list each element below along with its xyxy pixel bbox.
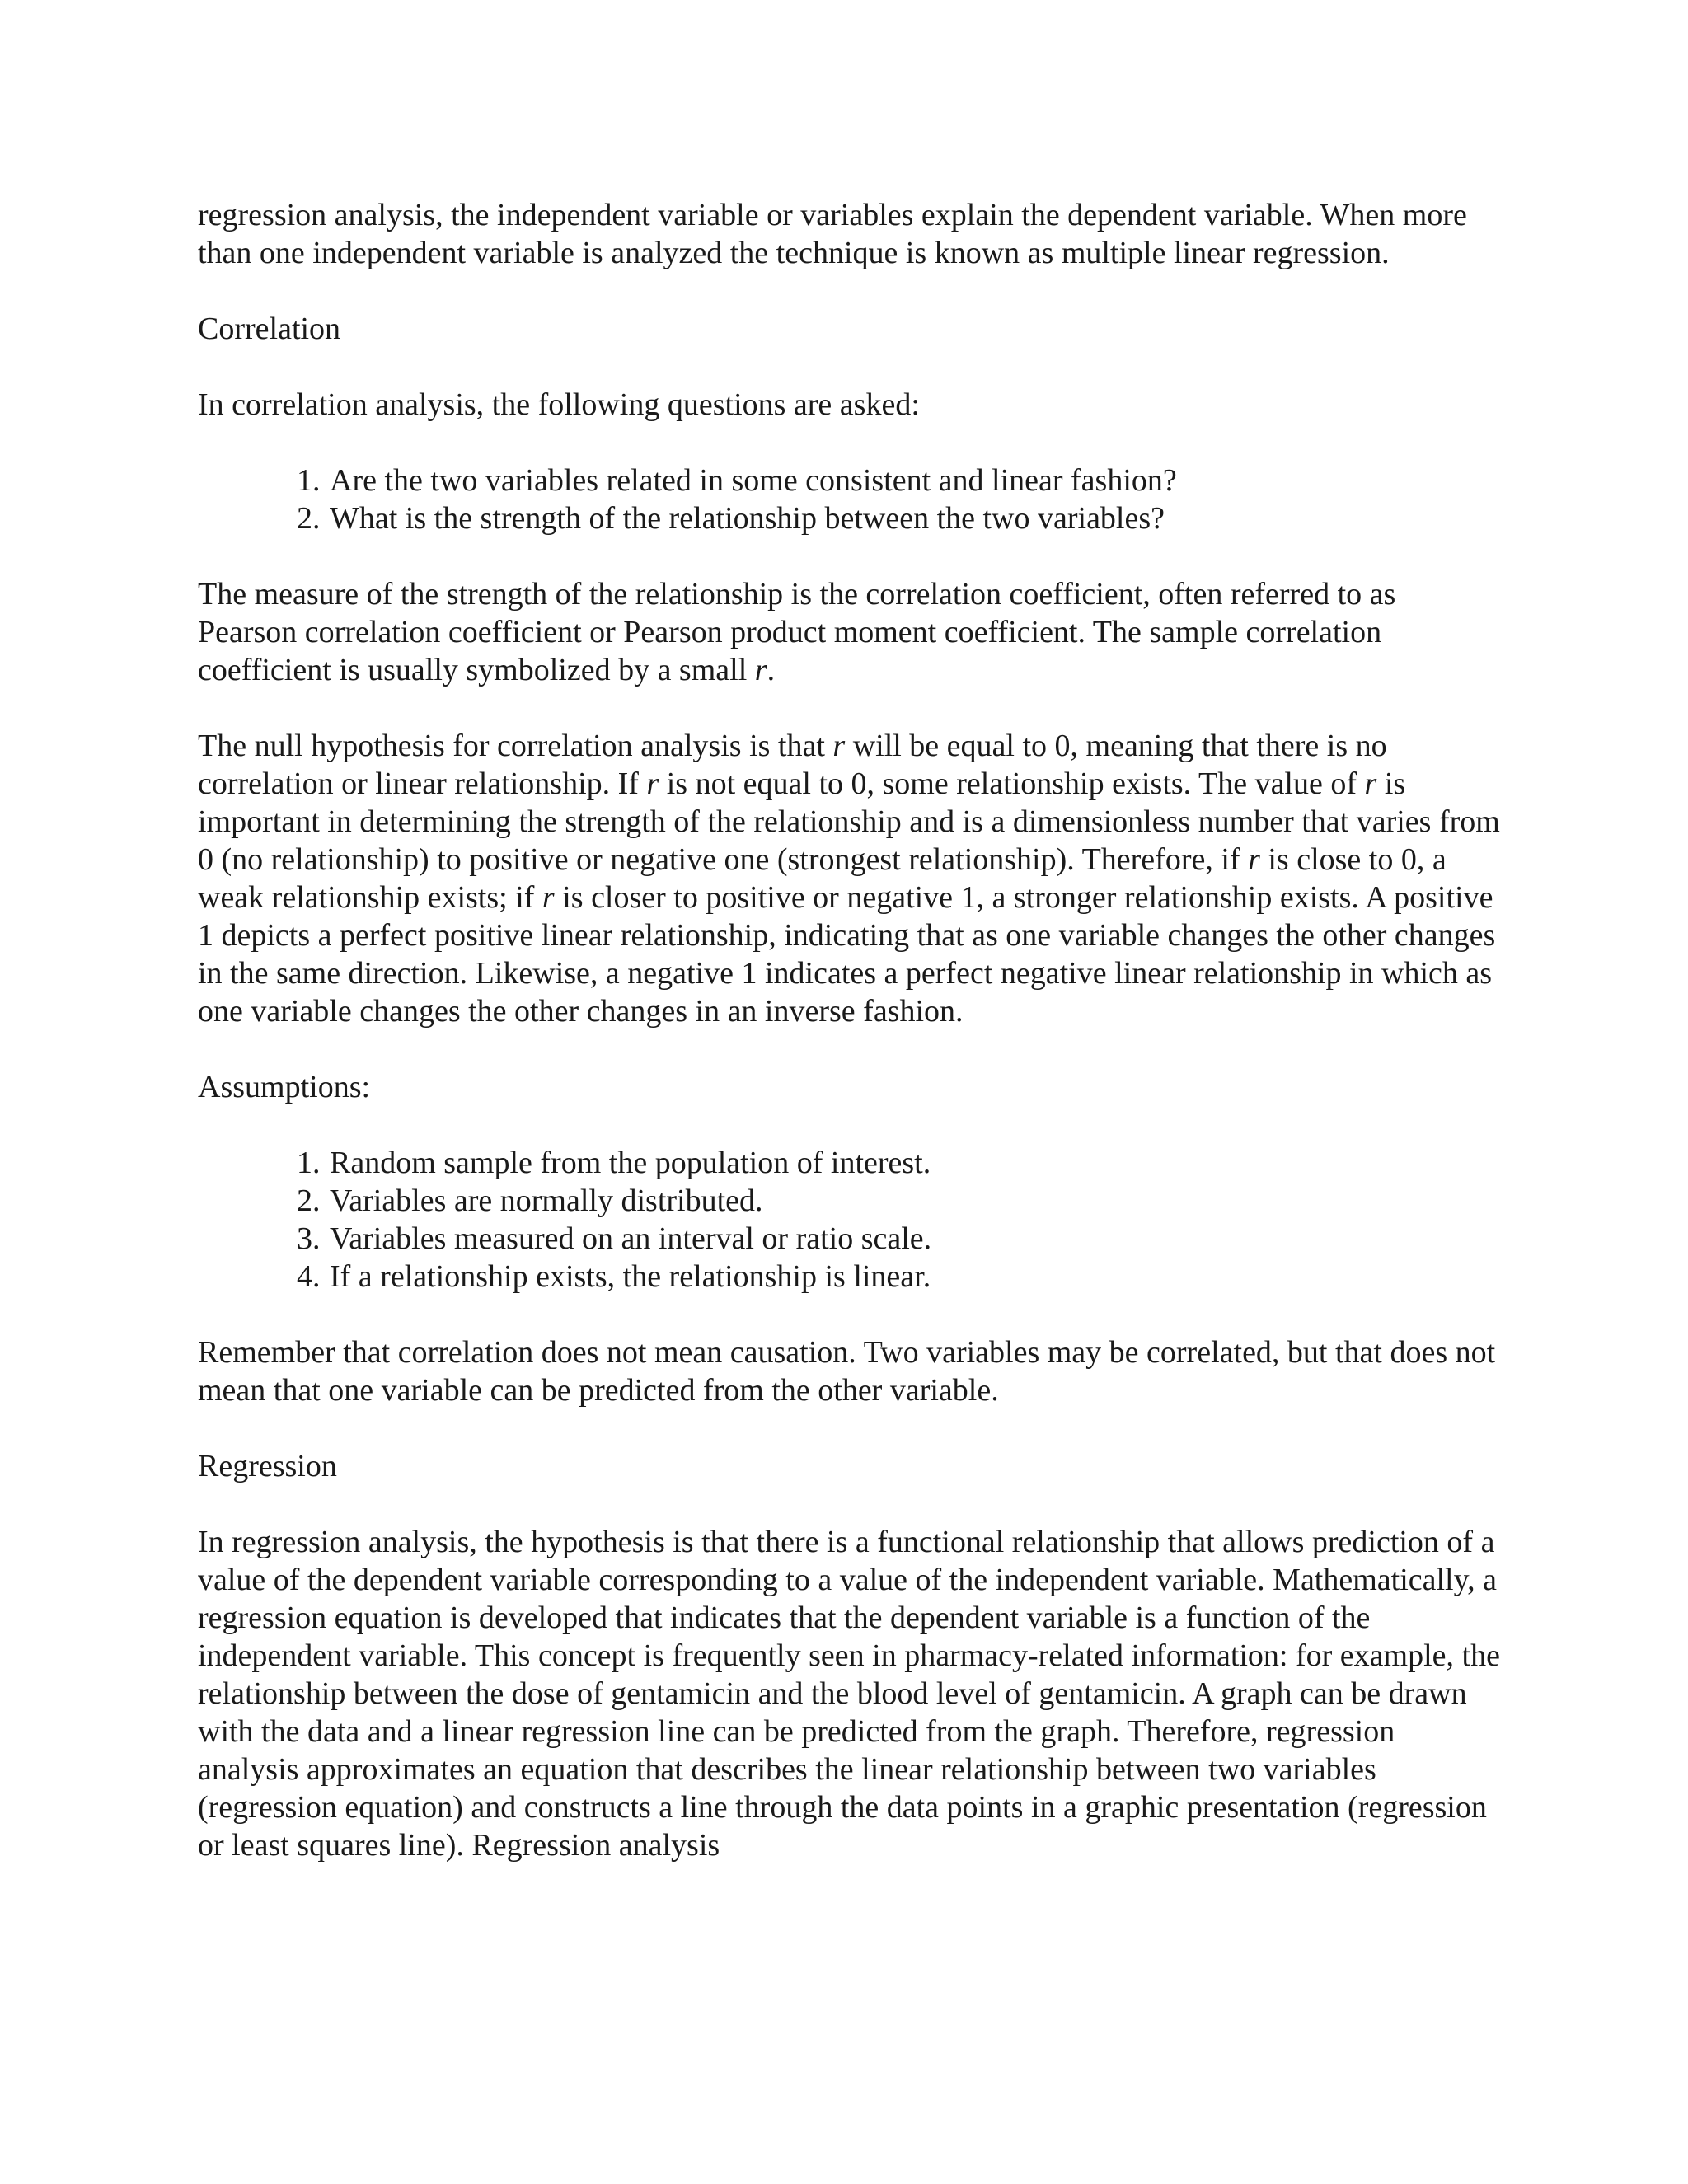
r-symbol: r: [542, 880, 555, 915]
list-text: Variables are normally distributed.: [330, 1183, 763, 1218]
null-hypothesis-paragraph: [198, 727, 1500, 1030]
heading-assumptions: Assumptions:: [198, 1070, 371, 1104]
list-text: Random sample from the population of interest.: [330, 1146, 931, 1180]
correlation-questions-list: [198, 462, 1500, 537]
null-text-a: The null hypothesis for correlation analysis is that: [198, 729, 833, 763]
r-symbol: r: [1364, 766, 1377, 801]
coefficient-end: .: [767, 653, 776, 687]
causation-paragraph: Remember that correlation does not mean causation. Two variables may be correlated, but that does not mean that one variable can be predicted from the other variable.: [198, 1335, 1496, 1408]
r-symbol: r: [1248, 842, 1260, 877]
list-number: 1.: [297, 463, 321, 498]
null-text-b: will be equal to 0, meaning that there is no correlation or linear relationship. If: [198, 729, 1387, 801]
assumptions-list: [198, 1144, 1500, 1296]
list-item: [297, 1220, 1500, 1258]
correlation-lead: In correlation analysis, the following questions are asked:: [198, 387, 920, 422]
coefficient-paragraph: [198, 575, 1500, 689]
null-text-c: is not equal to 0, some relationship exists. The value of: [659, 766, 1365, 801]
heading-correlation: Correlation: [198, 312, 341, 346]
list-number: 2.: [297, 501, 321, 536]
list-text: Variables measured on an interval or ratio scale.: [330, 1221, 932, 1256]
r-symbol: r: [832, 729, 846, 763]
r-symbol: r: [646, 766, 659, 801]
list-number: 2.: [297, 1183, 321, 1218]
list-number: 1.: [297, 1146, 321, 1180]
list-text: Are the two variables related in some consistent and linear fashion?: [330, 463, 1177, 498]
coefficient-text: The measure of the strength of the relationship is the correlation coefficient, often referred to as Pearson correlation coefficient or Pearson product moment coefficient. The sample correlation coefficient is usually symbolized by a small: [198, 577, 1396, 687]
null-text-e: is close to 0, a weak relationship exists; if: [198, 842, 1447, 915]
list-number: 4.: [297, 1259, 321, 1294]
null-text-d: is important in determining the strength of the relationship and is a dimensionless number that varies from 0 (no relationship) to positive or negative one (strongest relationship). Therefore, if: [198, 766, 1500, 877]
regression-paragraph: In regression analysis, the hypothesis is that there is a functional relationship that allows prediction of a value of the dependent variable corresponding to a value of the independent variable. Mathematically, a regression equation is developed that indicates that the dependent variable is a function of the independent variable. This concept is frequently seen in pharmacy-related information: for example, the relationship between the dose of gentamicin and the blood level of gentamicin. A graph can be drawn with the data and a linear regression line can be predicted from the graph. Therefore, regression analysis approximates an equation that describes the linear relationship between two variables (regression equation) and constructs a line through the data points in a graphic presentation (regression or least squares line). Regression analysis: [198, 1525, 1500, 1863]
list-item: [297, 1258, 1500, 1296]
document-page: [198, 196, 1500, 1902]
list-item: [297, 462, 1500, 499]
list-item: [297, 1144, 1500, 1182]
heading-regression: Regression: [198, 1449, 337, 1483]
list-number: 3.: [297, 1221, 321, 1256]
intro-paragraph: regression analysis, the independent variable or variables explain the dependent variable. When more than one independent variable is analyzed the technique is known as multiple linear regression.: [198, 198, 1467, 270]
r-symbol: r: [754, 653, 767, 687]
list-text: If a relationship exists, the relationship is linear.: [330, 1259, 931, 1294]
null-text-f: is closer to positive or negative 1, a stronger relationship exists. A positive 1 depicts a perfect positive linear relationship, indicating that as one variable changes the other changes in the same direction. Likewise, a negative 1 indicates a perfect negative linear relationship in which as one variable changes the other changes in an inverse fashion.: [198, 880, 1496, 1029]
list-text: What is the strength of the relationship between the two variables?: [330, 501, 1165, 536]
list-item: [297, 1182, 1500, 1220]
list-item: [297, 499, 1500, 537]
